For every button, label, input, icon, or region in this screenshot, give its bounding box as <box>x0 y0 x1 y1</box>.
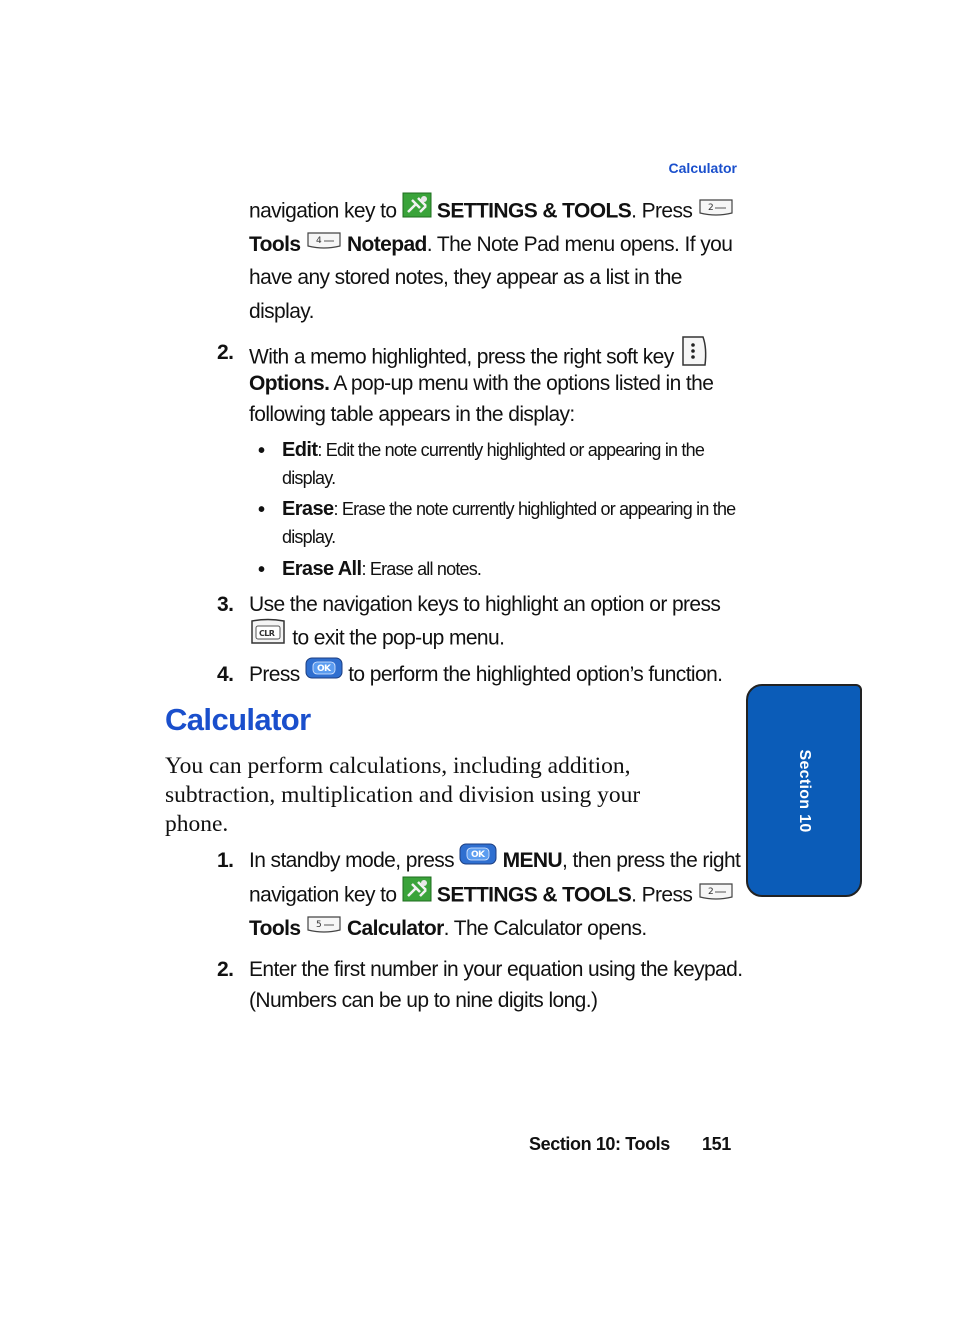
ok-key-icon <box>459 842 497 876</box>
svg-text:5: 5 <box>315 919 321 930</box>
step-3-line-1: Use the navigation keys to highlight an option or press <box>249 593 721 616</box>
svg-text:4: 4 <box>315 235 321 246</box>
step-number: 2. <box>217 958 234 981</box>
step-2-line-2: Options. A pop-up menu with the options listed in the <box>249 372 714 395</box>
section-side-tab <box>746 684 862 897</box>
section-heading: Calculator <box>165 702 311 737</box>
bullet-erase: Erase: Erase the note currently highlighted or appearing in the <box>282 498 736 520</box>
bullet-erase-all: Erase All: Erase all notes. <box>282 558 482 580</box>
calc-step-1-line-3: Tools 5 Calculator. The Calculator opens. <box>249 912 647 946</box>
settings-tools-icon <box>402 192 432 228</box>
svg-text:2: 2 <box>707 202 713 213</box>
step-4-line: Press OK to perform the highlighted option’s function. <box>249 658 722 692</box>
top-line-4: display. <box>249 300 314 323</box>
clr-key-icon <box>249 617 287 657</box>
top-line-1: navigation key to SETTINGS & TOOLS. Press 2 <box>249 194 734 230</box>
footer-section: Section 10: Tools <box>529 1134 670 1154</box>
step-number: 4. <box>217 663 234 686</box>
key-5-icon <box>306 911 342 944</box>
svg-text:2: 2 <box>707 886 713 897</box>
section-side-tab-label: Section 10 <box>796 748 813 833</box>
ok-key-icon <box>305 656 343 690</box>
section-intro: You can perform calculations, including addition, subtraction, multiplication and division using your phone. <box>165 753 641 837</box>
key-2-icon <box>698 878 734 911</box>
calc-step-1-line-2: navigation key to SETTINGS & TOOLS. Press 2 <box>249 878 734 914</box>
step-number: 3. <box>217 593 234 616</box>
step-number: 2. <box>217 341 234 364</box>
svg-text:OK: OK <box>316 664 331 675</box>
running-header: Calculator <box>668 160 737 176</box>
settings-tools-icon <box>402 876 432 912</box>
calc-step-1-line-1: In standby mode, press OK MENU, then press the right <box>249 844 740 878</box>
calc-step-2-line-2: (Numbers can be up to nine digits long.) <box>249 989 598 1012</box>
svg-text:CLR: CLR <box>259 629 275 638</box>
calc-step-2-line-1: Enter the first number in your equation using the keypad. <box>249 958 743 981</box>
step-number: 1. <box>217 849 234 872</box>
bullet-edit: Edit: Edit the note currently highlighted or appearing in the <box>282 439 705 461</box>
svg-text:OK: OK <box>471 850 485 861</box>
page-number: 151 <box>702 1134 731 1154</box>
step-3-line-2: CLR to exit the pop-up menu. <box>249 619 504 659</box>
top-line-3: have any stored notes, they appear as a list in the <box>249 266 682 289</box>
top-line-2: Tools 4 Notepad. The Note Pad menu opens. If you <box>249 228 732 262</box>
key-2-icon <box>698 194 734 227</box>
key-4-icon <box>306 227 342 260</box>
step-2-line-3: following table appears in the display: <box>249 403 575 426</box>
step-2-line-1: With a memo highlighted, press the right soft key <box>249 336 709 380</box>
